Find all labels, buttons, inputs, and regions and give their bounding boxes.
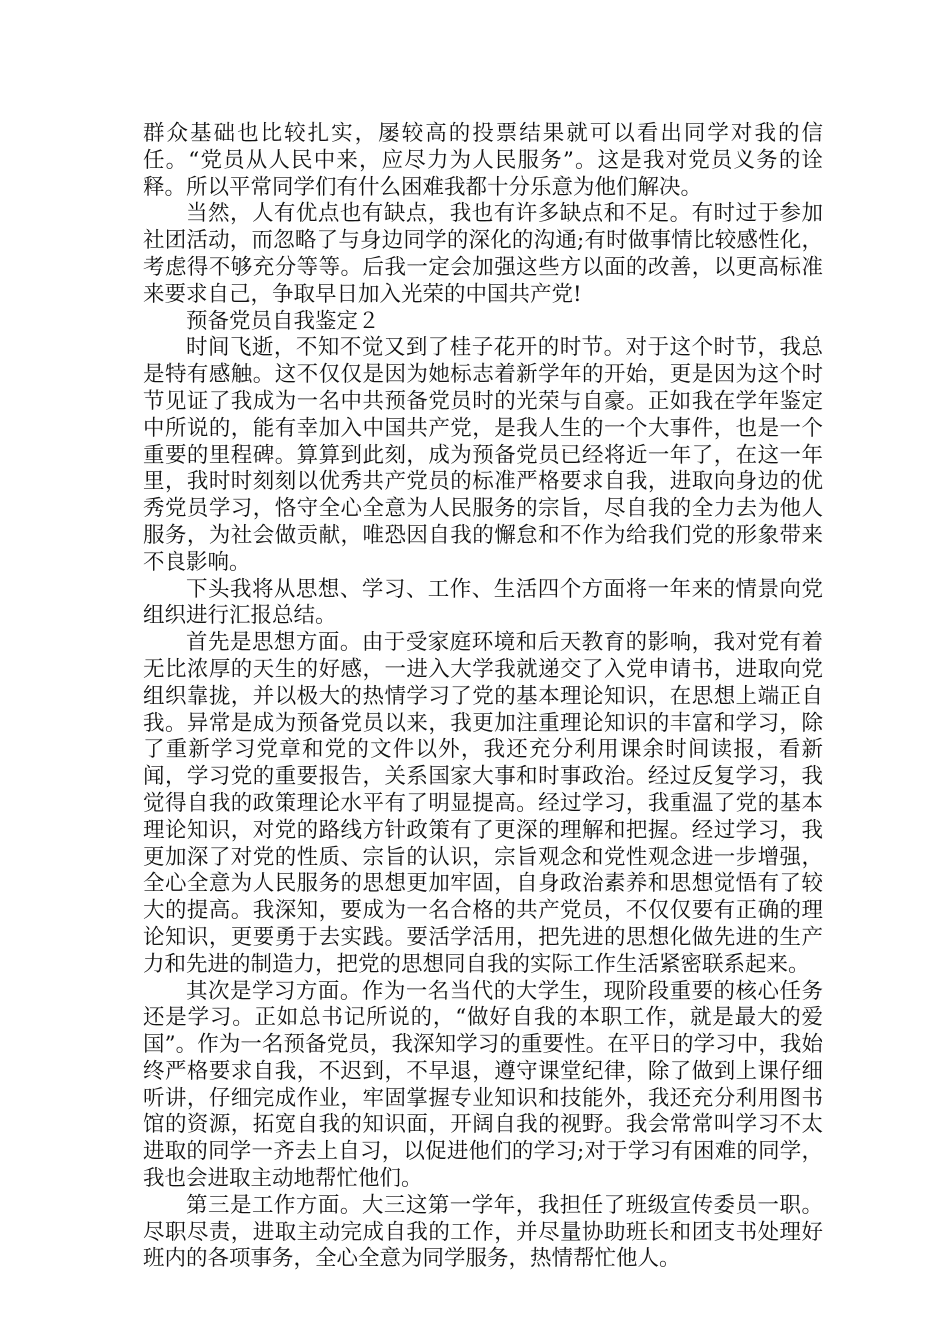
paragraph-thought: 首先是思想方面。由于受家庭环境和后天教育的影响，我对党有着无比浓厚的天生的好感，一进入大学我就递交了入党申请书，进取向党组织靠拢，并以极大的热情学习了党的基本理论知识，在思想上端正自我。异常是成为预备党员以来，我更加注重理论知识的丰富和学习，除了重新学习党章和党的文件以外，我还充分利用课余时间读报，看新闻，学习党的重要报告，关系国家大事和时事政治。经过反复学习，我觉得自我的政策理论水平有了明显提高。经过学习，我重温了党的基本理论知识，对党的路线方针政策有了更深的理解和把握。经过学习，我更加深了对党的性质、宗旨的认识，宗旨观念和党性观念进一步增强，全心全意为人民服务的思想更加牢固，自身政治素养和思想觉悟有了较大的提高。我深知，要成为一名合格的共产党员，不仅仅要有正确的理论知识，更要勇于去实践。要活学活用，把先进的思想化做先进的生产力和先进的制造力，把党的思想同自我的实际工作生活紧密联系起来。 <box>143 630 823 977</box>
paragraph-continuation: 群众基础也比较扎实，屡较高的投票结果就可以看出同学对我的信任。“党员从人民中来，应尽力为人民服务”。这是我对党员义务的诠释。所以平常同学们有什么困难我都十分乐意为他们解决。 <box>143 121 823 200</box>
paragraph-study: 其次是学习方面。作为一名当代的大学生，现阶段重要的核心任务还是学习。正如总书记所说的，“做好自我的本职工作，就是最大的爱国”。作为一名预备党员，我深知学习的重要性。在平日的学习中，我始终严格要求自我，不迟到，不早退，遵守课堂纪律，除了做到上课仔细听讲，仔细完成作业，牢固掌握专业知识和技能外，我还充分利用图书馆的资源，拓宽自我的知识面，开阔自我的视野。我会常常叫学习不太进取的同学一齐去上自习，以促进他们的学习;对于学习有困难的同学，我也会进取主动地帮忙他们。 <box>143 978 823 1192</box>
section-heading: 预备党员自我鉴定２ <box>186 308 380 334</box>
paragraph-shortcomings: 当然，人有优点也有缺点，我也有许多缺点和不足。有时过于参加社团活动，而忽略了与身边同学的深化的沟通;有时做事情比较感性化，考虑得不够充分等等。后我一定会加强这些方以面的改善，以更高标准来要求自己，争取早日加入光荣的中国共产党! <box>143 201 823 307</box>
document-page <box>143 121 823 1273</box>
paragraph-overview: 下头我将从思想、学习、工作、生活四个方面将一年来的情景向党组织进行汇报总结。 <box>143 576 823 629</box>
paragraph-intro: 时间飞逝，不知不觉又到了桂子花开的时节。对于这个时节，我总是特有感触。这不仅仅是因为她标志着新学年的开始，更是因为这个时节见证了我成为一名中共预备党员时的光荣与自豪。正如我在学年鉴定中所说的，能有幸加入中国共产党，是我人生的一个大事件，也是一个重要的里程碑。算算到此刻，成为预备党员已经将近一年了，在这一年里，我时时刻刻以优秀共产党员的标准严格要求自我，进取向身边的优秀党员学习，恪守全心全意为人民服务的宗旨，尽自我的全力去为他人服务，为社会做贡献，唯恐因自我的懈怠和不作为给我们党的形象带来不良影响。 <box>143 335 823 575</box>
paragraph-work: 第三是工作方面。大三这第一学年，我担任了班级宣传委员一职。尽职尽责，进取主动完成自我的工作，并尽量协助班长和团支书处理好班内的各项事务，全心全意为同学服务，热情帮忙他人。 <box>143 1192 823 1272</box>
